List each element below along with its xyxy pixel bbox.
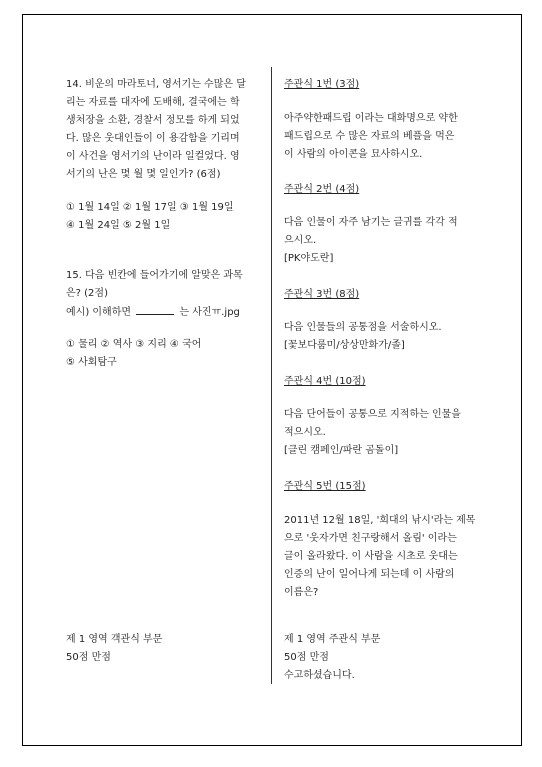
section-max-score: 50점 만점 xyxy=(284,652,329,663)
q14-line: 이 사건을 영서기의 난이라 일컬었다. 영 xyxy=(66,151,240,162)
question-title: 주관식 4번 (10점) xyxy=(284,376,366,387)
question-title: 주관식 3번 (8점) xyxy=(284,289,360,300)
answer-blank xyxy=(136,305,174,315)
question-line: 적으시오. xyxy=(284,427,326,438)
page-border-left xyxy=(22,14,23,745)
closing-message: 수고하셨습니다. xyxy=(284,670,355,681)
question-line: 다음 단어들이 공통으로 지적하는 인물을 xyxy=(284,409,461,420)
question-line: 다음 인물들의 공통점을 서술하시오. xyxy=(284,322,442,333)
question-title: 주관식 1번 (3점) xyxy=(284,79,360,90)
question-line: 인증의 난이 일어나게 되는데 이 사람의 xyxy=(284,569,455,580)
q15-example xyxy=(66,305,240,320)
question-title: 주관식 5번 (15점) xyxy=(284,481,366,492)
section-max-score: 50점 만점 xyxy=(66,652,111,663)
page-border-right xyxy=(521,14,522,745)
q15-example-suffix: 는 사진ㅠ.jpg xyxy=(179,307,240,318)
q14-options: ① 1월 14일 ② 1월 17일 ③ 1월 19일 xyxy=(66,202,234,213)
q14-line: 다. 많은 웃대인들이 이 용감함을 기리며 xyxy=(66,133,240,144)
question-title: 주관식 2번 (4점) xyxy=(284,184,360,195)
question-line: 다음 인물이 자주 남기는 글귀를 각각 적 xyxy=(284,217,458,228)
question-line: 으시오. xyxy=(284,235,317,246)
q15-example-prefix: 예시) 이해하면 xyxy=(66,307,132,318)
q14-line: 리는 자료를 대자에 도배해, 결국에는 학 xyxy=(66,97,240,108)
question-line: 으로 '웃자가면 친구랑해서 올림' 이라는 xyxy=(284,533,457,544)
q15-options: ① 물리 ② 역사 ③ 지리 ④ 국어 xyxy=(66,339,202,350)
question-line: 아주약한패드립 이라는 대화명으로 약한 xyxy=(284,113,458,124)
q14-line: 14. 비운의 마라토너, 영서기는 수많은 달 xyxy=(66,79,246,90)
q15-line: 은? (2점) xyxy=(66,288,108,299)
page-border-bottom xyxy=(22,745,522,746)
section-label: 제 1 영역 주관식 부문 xyxy=(284,634,381,645)
question-line: [꽃보다룸미/상상만화가/졸] xyxy=(284,340,405,351)
question-line: 2011년 12월 18일, '희대의 낚시'라는 제목 xyxy=(284,515,476,526)
question-line: [PK야도란] xyxy=(284,253,334,264)
column-divider xyxy=(271,67,272,684)
q14-line: 서기의 난은 몇 월 몇 일인가? (6점) xyxy=(66,169,221,180)
question-line: 글이 올라왔다. 이 사람을 시초로 웃대는 xyxy=(284,551,458,562)
q15-options: ⑤ 사회탐구 xyxy=(66,357,117,368)
question-line: 이 사람의 아이콘을 묘사하시오. xyxy=(284,149,423,160)
question-line: 이름은? xyxy=(284,587,319,598)
q14-options: ④ 1월 24일 ⑤ 2월 1일 xyxy=(66,220,171,231)
section-label: 제 1 영역 객관식 부문 xyxy=(66,634,163,645)
q15-line: 15. 다음 빈칸에 들어가기에 알맞은 과목 xyxy=(66,270,243,281)
question-line: [클린 캠페인/파란 곰돌이] xyxy=(284,445,399,456)
question-line: 패드립으로 수 많은 자료의 베플을 먹은 xyxy=(284,131,455,142)
q14-line: 생처장을 소환, 경찰서 정모를 하게 되었 xyxy=(66,115,240,126)
page-border-top xyxy=(22,14,522,15)
